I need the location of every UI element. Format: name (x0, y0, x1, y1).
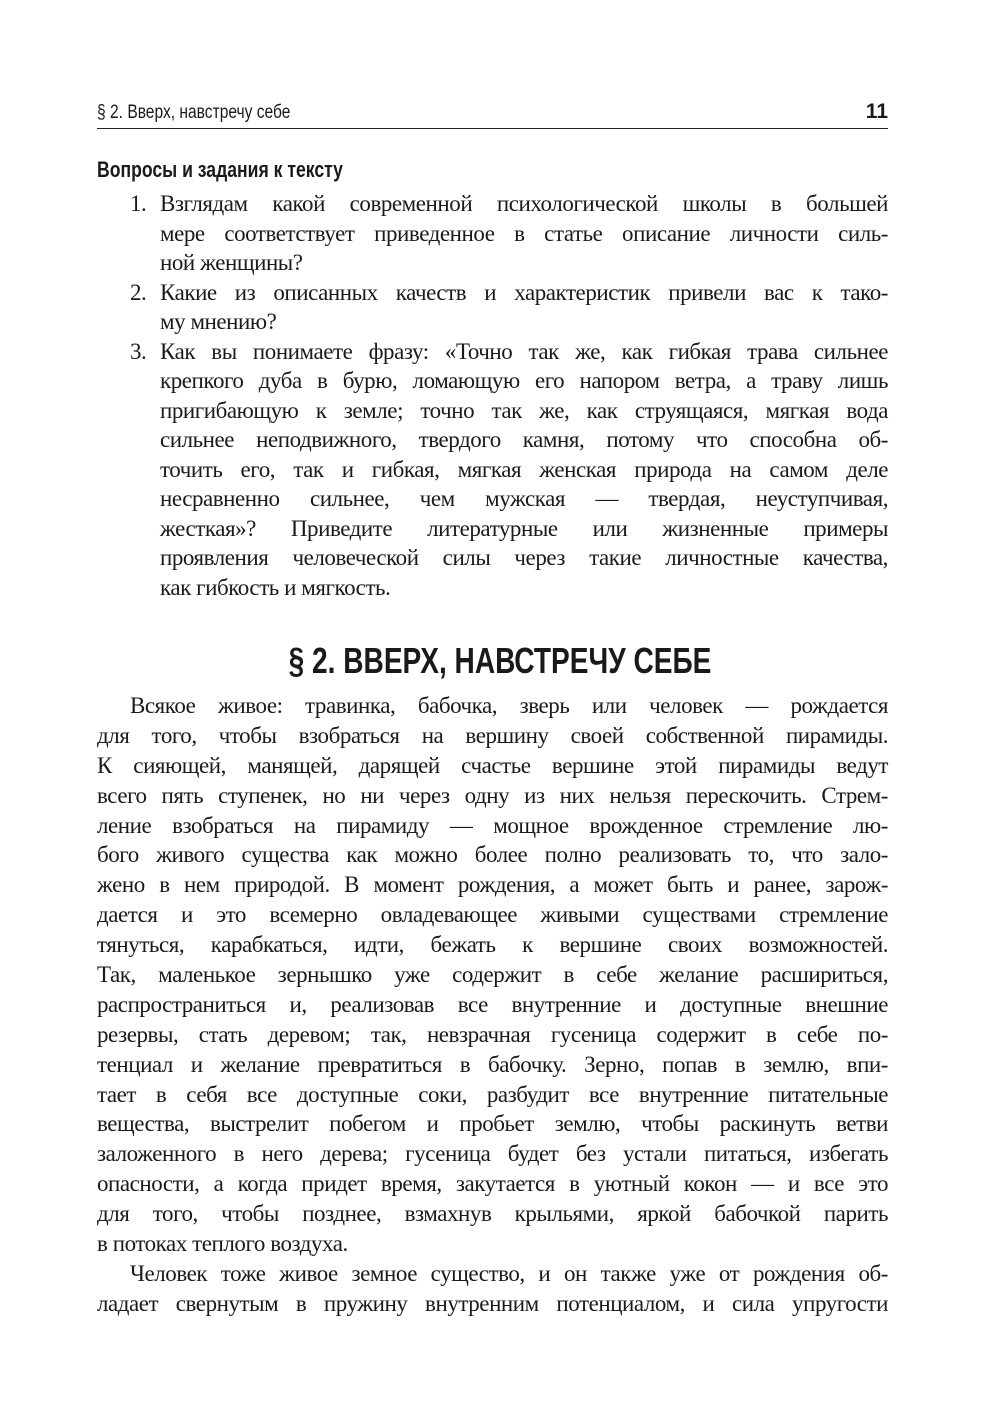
section-title: § 2. ВВЕРХ, НАВСТРЕЧУ СЕБЕ (288, 640, 712, 681)
paragraph-line: для того, чтобы позднее, взмахнув крыльями, яркой бабочкой парить (97, 1201, 888, 1227)
section-title-wrap (0, 640, 1000, 682)
question-item (130, 278, 888, 337)
page-number: 11 (865, 100, 888, 123)
paragraph (97, 1259, 888, 1319)
questions-list (130, 189, 888, 602)
question-number: 3. (130, 338, 147, 364)
question-text-line: точить его, так и гибкая, мягкая женская природа на самом деле (160, 456, 888, 482)
question-text-line: пригибающую к земле; точно так же, как струящаяся, мягкая вода (160, 397, 888, 423)
paragraph-line: бого живого существа как можно более полно реализовать то, что зало- (97, 842, 888, 868)
question-number: 2. (130, 279, 147, 305)
question-text-line: Взглядам какой современной психологической школы в большей (160, 191, 888, 216)
question-text-line: как гибкость и мягкость. (160, 574, 391, 600)
paragraph-line: распространиться и, реализовав все внутренние и доступные внешние (97, 991, 888, 1017)
question-number: 1. (130, 191, 147, 216)
question-item (130, 189, 888, 278)
paragraph-line: дается и это всемерно овладевающее живыми существами стремление (97, 902, 888, 928)
question-text-line: сильнее неподвижного, твердого камня, потому что способна об- (160, 427, 888, 452)
paragraph-line: Всякое живое: травинка, бабочка, зверь или человек — рождается (130, 693, 888, 718)
question-text-line: мере соответствует приведенное в статье описание личности силь- (160, 220, 888, 246)
paragraph (97, 691, 888, 1259)
paragraph-line: заложенного в него дерева; гусеница будет без устали питаться, избегать (97, 1141, 888, 1167)
paragraph-line: Человек тоже живое земное существо, и он также уже от рождения об- (130, 1260, 888, 1286)
paragraph-line: тает в себя все доступные соки, разбудит все внутренние питательные (97, 1081, 888, 1107)
running-header-title: § 2. Вверх, навстречу себе (97, 102, 291, 123)
question-text-line: крепкого дуба в бурю, ломающую его напором ветра, а траву лишь (160, 368, 888, 393)
paragraph-line: ладает свернутым в пружину внутренним потенциалом, и сила упругости (97, 1290, 888, 1316)
paragraph-line: ление взобраться на пирамиду — мощное врожденное стремление лю- (97, 812, 888, 838)
question-text-line: ной женщины? (160, 250, 303, 275)
running-header (97, 100, 888, 129)
section-body (97, 691, 888, 1319)
question-text-line: проявления человеческой силы через такие личностные качества, (160, 545, 888, 570)
paragraph-line: в потоках теплого воздуха. (97, 1231, 348, 1257)
paragraph-line: всего пять ступенек, но ни через одну из них нельзя перескочить. Стрем- (97, 782, 888, 808)
question-text-line: жесткая»? Приведите литературные или жизненные примеры (160, 515, 888, 541)
paragraph-line: жено в нем природой. В момент рождения, а может быть и ранее, зарож- (97, 872, 888, 898)
question-text-line: му мнению? (160, 309, 277, 334)
question-text-line: Какие из описанных качеств и характеристик привели вас к тако- (160, 279, 888, 305)
paragraph-line: вещества, выстрелит побегом и пробьет землю, чтобы раскинуть ветви (97, 1111, 888, 1137)
questions-heading: Вопросы и задания к тексту (97, 157, 343, 182)
paragraph-line: резервы, стать деревом; так, невзрачная гусеница содержит в себе по- (97, 1021, 888, 1047)
question-item (130, 337, 888, 603)
paragraph-line: тянуться, карабкаться, идти, бежать к вершине своих возможностей. (97, 932, 888, 958)
question-text-line: несравненно сильнее, чем мужская — твердая, неуступчивая, (160, 486, 888, 511)
paragraph-line: для того, чтобы взобраться на вершину своей собственной пирамиды. (97, 722, 888, 748)
paragraph-line: Так, маленькое зернышко уже содержит в себе желание расшириться, (97, 962, 888, 988)
paragraph-line: тенциал и желание превратиться в бабочку. Зерно, попав в землю, впи- (97, 1051, 888, 1077)
question-text-line: Как вы понимаете фразу: «Точно так же, как гибкая трава сильнее (160, 338, 888, 364)
paragraph-line: К сияющей, манящей, дарящей счастье вершине этой пирамиды ведут (97, 752, 888, 778)
paragraph-line: опасности, а когда придет время, закутается в уютный кокон — и все это (97, 1171, 888, 1197)
